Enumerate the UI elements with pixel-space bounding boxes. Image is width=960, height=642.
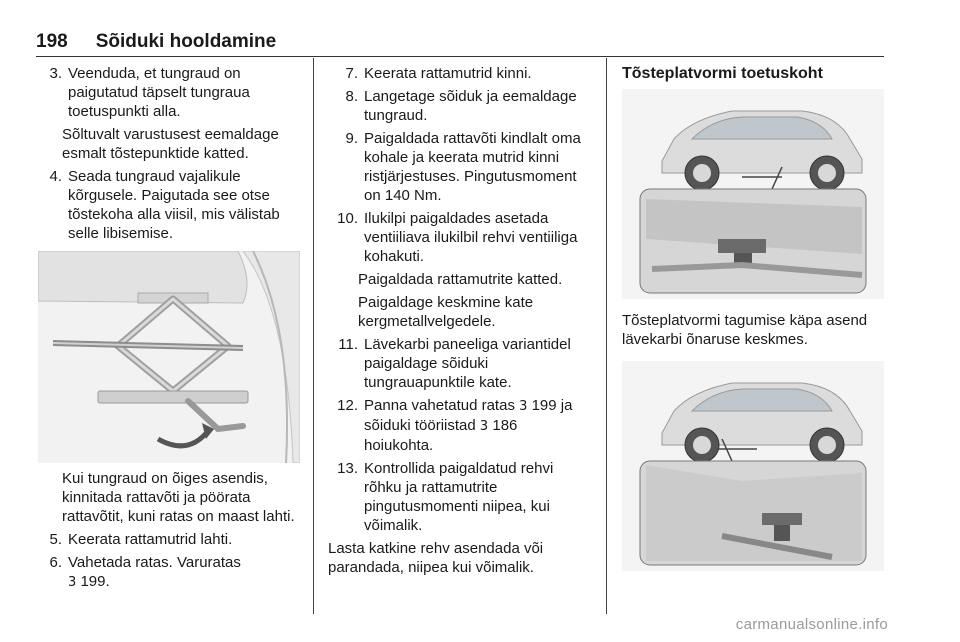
step-4-note: Kui tungraud on õiges asendis, kinnitada rattavõti ja pöörata rattavõtit, kuni ratas on maast lahti. [62, 470, 295, 525]
step-text: Keerata rattamutrid lahti. [68, 531, 233, 548]
cross-reference-arrow-icon: 3 [68, 575, 77, 590]
step-3 [38, 64, 300, 121]
step-9 [328, 129, 590, 205]
column-2 [328, 64, 590, 581]
step-text: Langetage sõiduk ja eemaldage tungraud. [364, 88, 577, 124]
step-10 [328, 209, 590, 266]
step-text: Kontrollida paigaldatud rehvi rõhku ja rattamutrite pingutusmomenti niipea, kui võimalik. [364, 460, 554, 534]
step-text: Panna vahetatud ratas [364, 397, 515, 414]
step-text: Paigaldada rattavõti kindlalt oma kohale ja keerata mutrid kinni ristjärjestuses. Pingutusmoment on 140 Nm. [364, 130, 581, 204]
step-number: 4. [49, 168, 62, 185]
step-8 [328, 87, 590, 125]
step-3-note: Sõltuvalt varustusest eemaldage esmalt tõstepunktide katted. [62, 126, 279, 162]
cross-reference-page[interactable]: 199 ja sõiduki tööriistad [364, 397, 573, 434]
step-number: 5. [49, 531, 62, 548]
chapter-title: Sõiduki hooldamine [95, 31, 277, 52]
lift-point-front-illustration [622, 89, 884, 299]
jack-illustration [38, 251, 300, 463]
step-text: Seada tungraud vajalikule kõrgusele. Paigutada see otse tõstekoha alla viisil, mis välistab selle libisemise. [68, 168, 280, 242]
step-13 [328, 459, 590, 535]
step-text: Lävekarbi paneeliga variantidel paigaldage sõiduki tungrauapunktile kate. [364, 336, 571, 391]
step-7 [328, 64, 590, 83]
step-number: 10. [337, 210, 358, 227]
jack-drawing [38, 251, 300, 463]
lift-point-front-drawing [622, 89, 884, 299]
lift-point-rear-drawing [622, 361, 884, 571]
step-number: 6. [49, 554, 62, 571]
step-number: 9. [345, 130, 358, 147]
closing-paragraph: Lasta katkine rehv asendada või parandada, niipea kui võimalik. [328, 540, 544, 576]
watermark: carmanualsonline.info [735, 616, 888, 633]
page-number: 198 [36, 31, 68, 52]
step-12 [328, 396, 590, 455]
step-number: 13. [337, 460, 358, 477]
column-1 [38, 64, 300, 596]
lift-point-rear-illustration [622, 361, 884, 571]
step-5 [38, 530, 300, 549]
step-11 [328, 335, 590, 392]
page-header [36, 26, 884, 57]
step-text: Vahetada ratas. Varuratas [68, 554, 241, 571]
figure-caption: Tõsteplatvormi tagumise käpa asend lävekarbi õnaruse keskmes. [622, 312, 868, 348]
step-10-note-1: Paigaldada rattamutrite katted. [358, 271, 563, 288]
cross-reference-page[interactable]: 186 hoiukohta. [364, 417, 518, 454]
cross-reference-arrow-icon: 3 [479, 419, 489, 434]
step-10-note-2: Paigaldage keskmine kate kergmetallvelgedele. [358, 294, 534, 330]
step-4 [38, 167, 300, 243]
step-6 [38, 553, 300, 592]
step-number: 12. [337, 397, 358, 414]
step-text: Keerata rattamutrid kinni. [364, 65, 532, 82]
step-number: 7. [345, 65, 358, 82]
column-3 [622, 64, 888, 571]
column-divider-1 [313, 58, 314, 614]
step-text: Ilukilpi paigaldades asetada ventiiliava ilukilbil rehvi ventiiliga kohakuti. [364, 210, 578, 265]
column-divider-2 [606, 58, 607, 614]
step-number: 8. [345, 88, 358, 105]
step-number: 3. [49, 65, 62, 82]
step-text: Veenduda, et tungraud on paigutatud täpselt tungraua toetuspunkti alla. [68, 65, 250, 120]
step-number: 11. [338, 336, 358, 353]
section-heading: Tõsteplatvormi toetuskoht [622, 65, 823, 82]
cross-reference-page[interactable]: 199. [80, 573, 110, 590]
cross-reference-arrow-icon: 3 [519, 399, 528, 414]
